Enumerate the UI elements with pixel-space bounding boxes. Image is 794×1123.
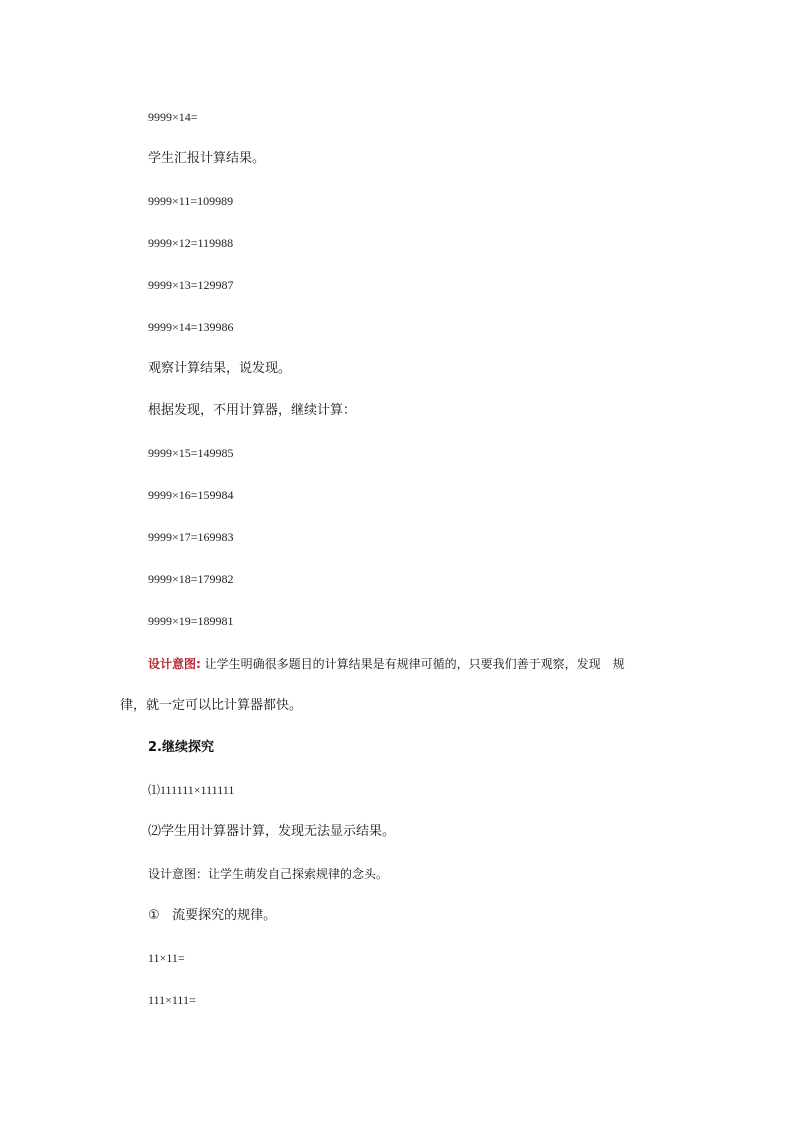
equation-line: 11×11= bbox=[148, 951, 185, 965]
equation-line: 9999×14= bbox=[148, 110, 198, 124]
equation-line: 9999×11=109989 bbox=[148, 194, 234, 208]
circled-number-marker: ① bbox=[148, 908, 160, 923]
equation-line: 9999×12=119988 bbox=[148, 236, 234, 250]
list-item bbox=[148, 908, 276, 924]
design-note-1 bbox=[148, 656, 625, 672]
section-heading: 2.继续探究 bbox=[148, 740, 214, 755]
equation-line: 9999×13=129987 bbox=[148, 278, 234, 292]
list-item-text: 流要探究的规律。 bbox=[172, 908, 277, 923]
equation-line: 9999×19=189981 bbox=[148, 614, 234, 628]
text-line: 观察计算结果，说发现。 bbox=[148, 361, 292, 376]
list-item: ⑵学生用计算器计算，发现无法显示结果。 bbox=[148, 824, 396, 839]
text-line: 根据发现，不用计算器，继续计算： bbox=[148, 403, 357, 418]
equation-line: 9999×14=139986 bbox=[148, 320, 234, 334]
equation-line: 9999×18=179982 bbox=[148, 572, 234, 586]
equation-line: 111×111= bbox=[148, 993, 196, 1007]
list-item: ⑴111111×111111 bbox=[148, 783, 235, 797]
equation-line: 9999×17=169983 bbox=[148, 530, 234, 544]
design-note-continuation: 律，就一定可以比计算器都快。 bbox=[120, 698, 303, 713]
text-line: 学生汇报计算结果。 bbox=[148, 151, 266, 166]
equation-line: 9999×15=149985 bbox=[148, 446, 234, 460]
design-note-2: 设计意图：让学生萌发自己探索规律的念头。 bbox=[148, 867, 389, 881]
equation-line: 9999×16=159984 bbox=[148, 488, 234, 502]
design-note-label: 设计意图: bbox=[148, 657, 201, 671]
design-note-text: 让学生明确很多题目的计算结果是有规律可循的，只要我们善于观察，发现 规 bbox=[204, 657, 625, 671]
